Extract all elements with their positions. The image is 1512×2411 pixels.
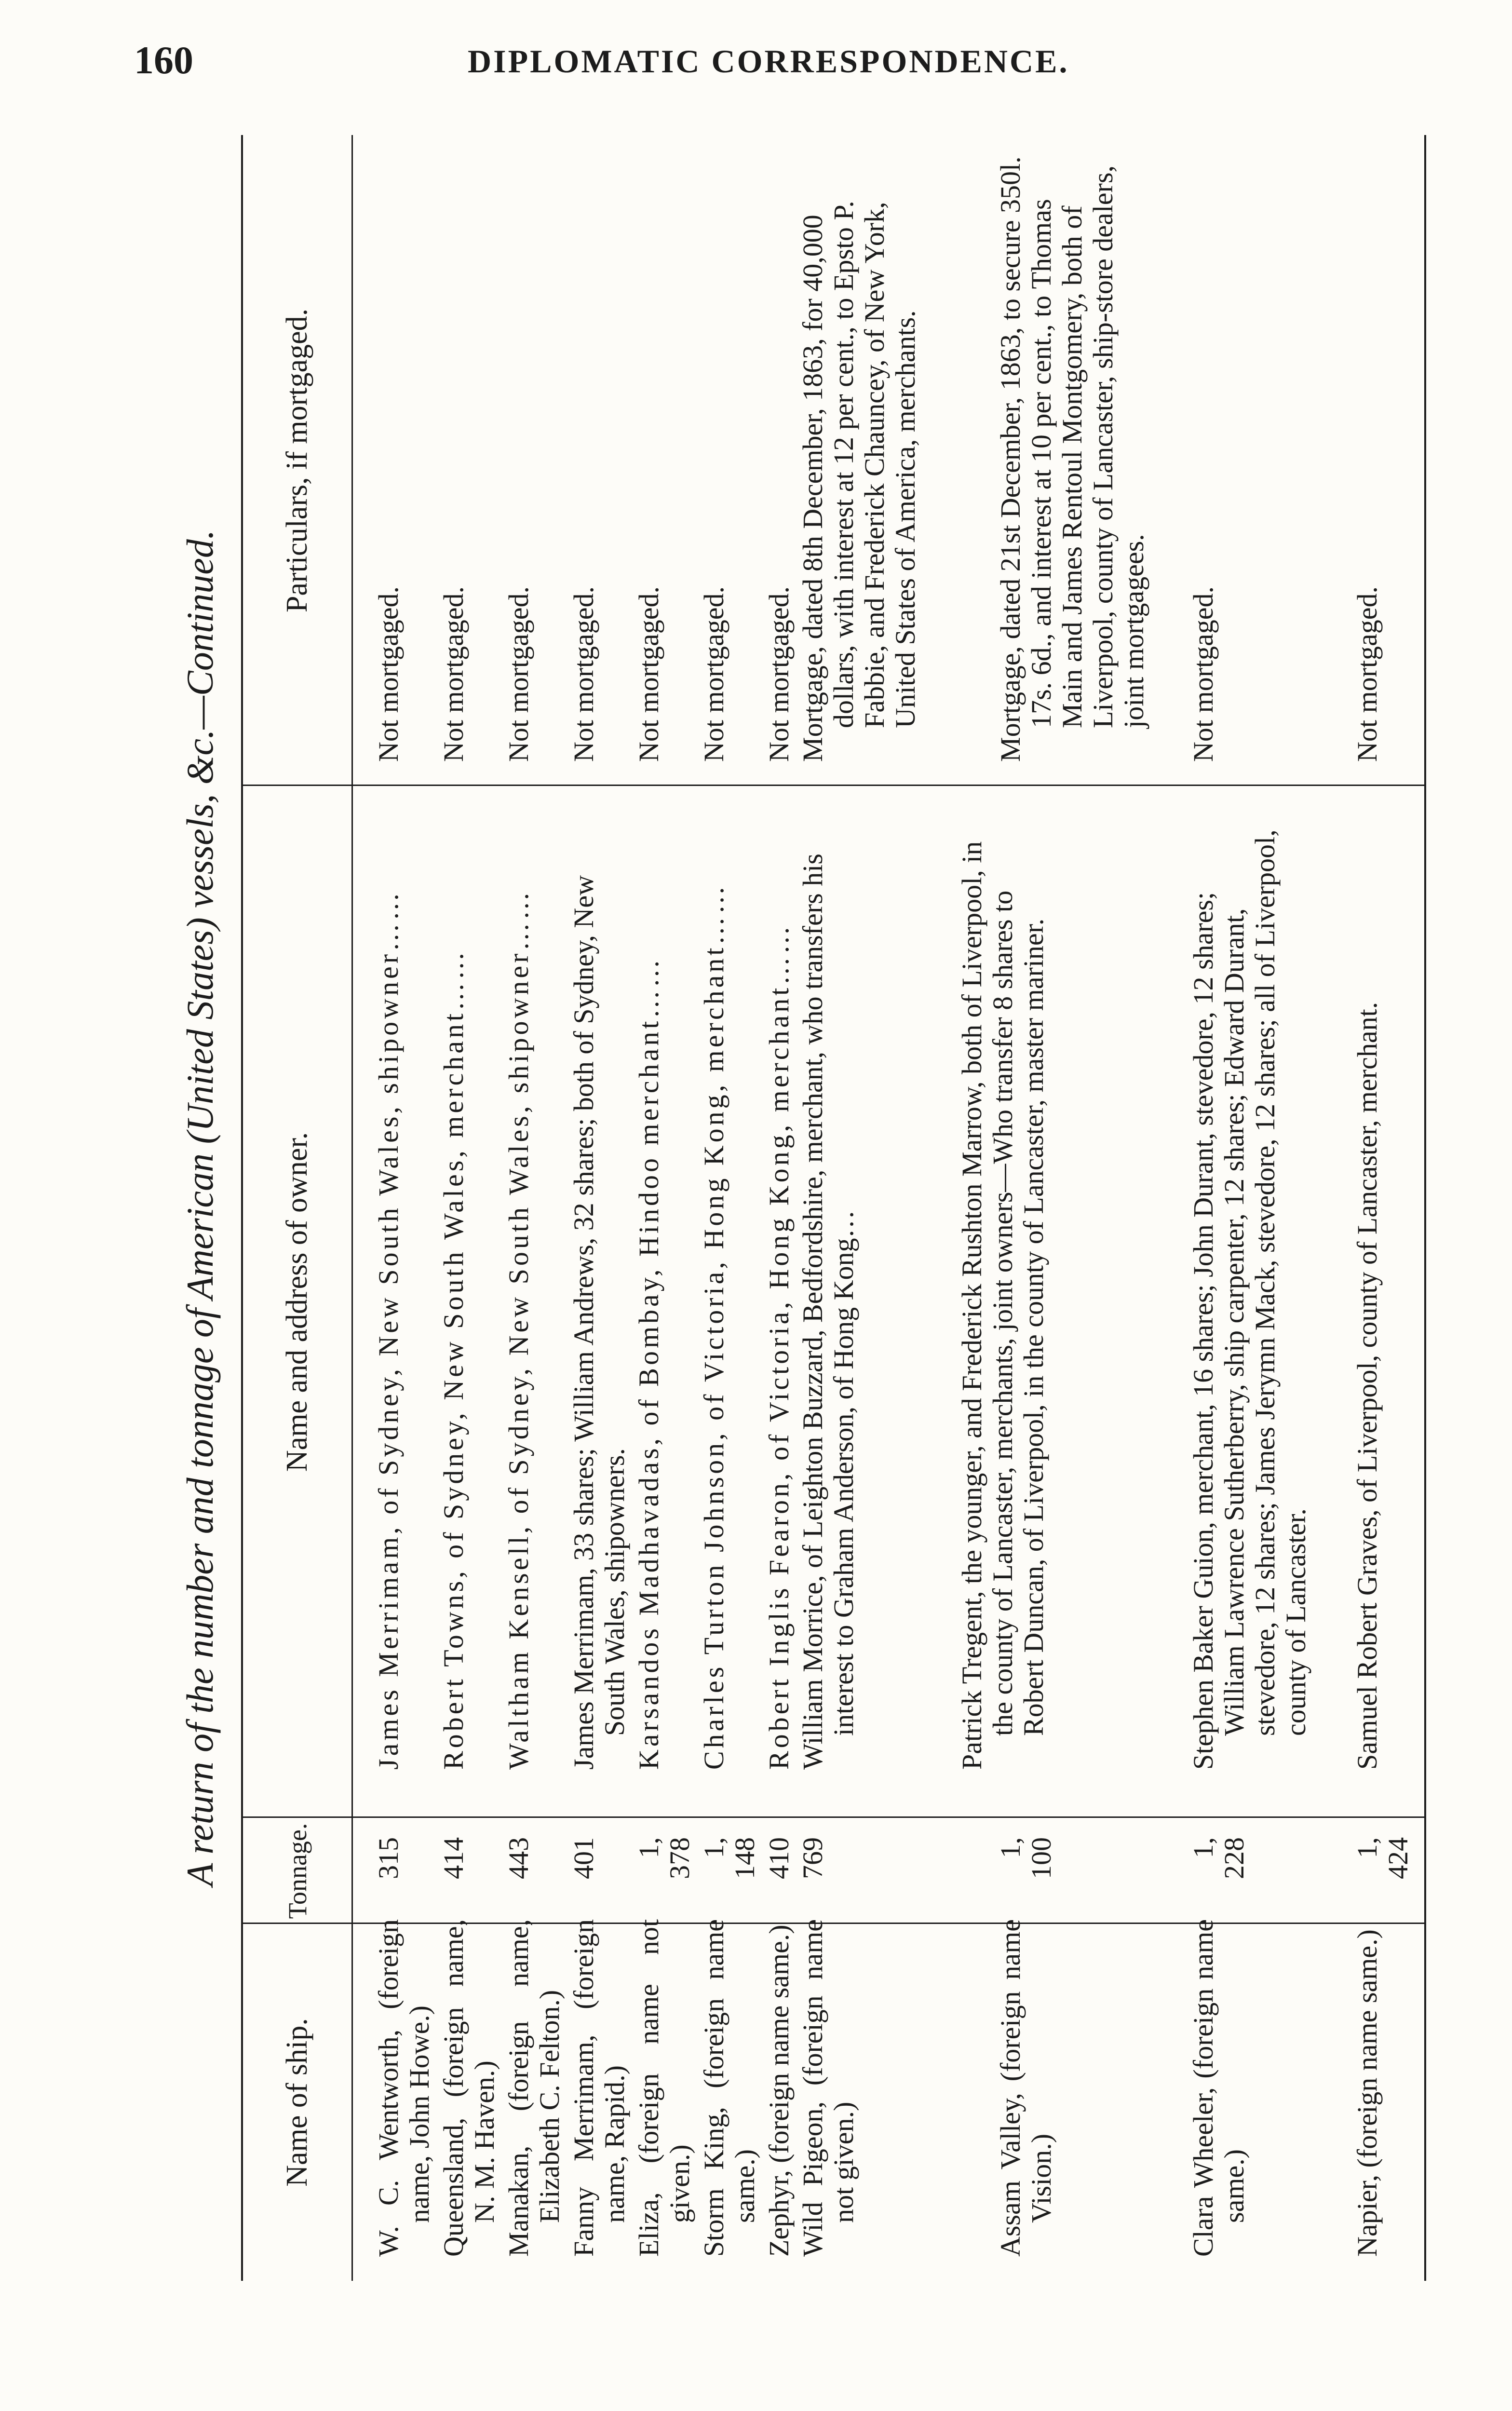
cell-owner: James Merrimam, of Sydney, New South Wales, shipowner…… — [373, 889, 404, 1770]
cell-tonnage: 1, 424 — [1351, 1837, 1414, 1879]
running-head: DIPLOMATIC CORRESPONDENCE. — [468, 43, 1069, 80]
cell-tonnage: 1, 148 — [698, 1837, 760, 1879]
cell-tonnage: 769 — [797, 1837, 828, 1879]
cell-particulars: Not mortgaged. — [1351, 586, 1383, 762]
cell-particulars: Not mortgaged. — [373, 586, 404, 762]
cell-particulars: Mortgage, dated 8th December, 1863, for 40,000 dollars, with interest at 12 per cent., to Epsto P. Fabbie, and Frederick Chauncey, of New York, United States of America, merchants. — [797, 201, 921, 762]
cell-ship-name: Wild Pigeon, (foreign name not given.) — [797, 1919, 859, 2257]
cell-tonnage: 315 — [373, 1837, 404, 1879]
cell-particulars: Not mortgaged. — [698, 586, 729, 762]
cell-ship-name: Clara Wheeler, (foreign name same.) — [1188, 1919, 1250, 2257]
cell-particulars: Not mortgaged. — [568, 586, 599, 762]
cell-particulars: Not mortgaged. — [763, 586, 795, 762]
cell-tonnage: 414 — [438, 1837, 469, 1879]
table-caption: A return of the number and tonnage of American (United States) vessels, &c.—Continued. — [179, 529, 221, 1886]
cell-owner: Samuel Robert Graves, of Liverpool, county of Lancaster, merchant. — [1351, 1002, 1383, 1770]
cell-owner: Karsandos Madhavadas, of Bombay, Hindoo merchant…… — [633, 956, 664, 1770]
cell-tonnage: 1, 100 — [995, 1837, 1057, 1879]
column-rule — [243, 1816, 1424, 1818]
cell-particulars: Not mortgaged. — [633, 586, 664, 762]
cell-owner: Patrick Tregent, the younger, and Frederick Rushton Marrow, both of Liverpool, in the county of Lancaster, merchants, joint owners—Who transfer 8 shares to Robert Duncan, of Liverpool, in the county of Lancaster, master mariner. — [956, 841, 1049, 1770]
page-number: 160 — [134, 38, 193, 82]
cell-particulars: Not mortgaged. — [438, 586, 469, 762]
cell-ship-name: Fanny Merrimam, (foreign name, Rapid.) — [568, 1919, 630, 2257]
vessel-table — [241, 135, 1426, 2281]
header-ship: Name of ship. — [281, 2018, 313, 2187]
cell-ship-name: Manakan, (foreign name, Elizabeth C. Felton.) — [503, 1919, 565, 2257]
cell-tonnage: 410 — [763, 1837, 795, 1879]
cell-tonnage: 1, 228 — [1188, 1837, 1250, 1879]
cell-tonnage: 1, 378 — [633, 1837, 695, 1879]
cell-particulars: Mortgage, dated 21st December, 1863, to secure 350l. 17s. 6d., and interest at 10 per cent., to Thomas Main and James Rentoul Montgomery, both of Liverpool, county of Lancaster, ship-store dealers, joint mortgagees. — [995, 156, 1149, 762]
header-rule — [351, 135, 353, 2281]
column-rule — [243, 785, 1424, 786]
cell-ship-name: Eliza, (foreign name not given.) — [633, 1919, 695, 2257]
cell-owner: Robert Inglis Fearon, of Victoria, Hong Kong, merchant…… — [763, 923, 795, 1770]
cell-particulars: Not mortgaged. — [1188, 586, 1219, 762]
cell-ship-name: Assam Valley, (foreign name Vision.) — [995, 1919, 1057, 2257]
cell-ship-name: Zephyr, (foreign name same.) — [763, 1924, 795, 2257]
cell-owner: Waltham Kensell, of Sydney, New South Wales, shipowner…… — [503, 889, 534, 1770]
rotated-table-block — [169, 135, 1471, 2281]
header-owner: Name and address of owner. — [281, 1132, 313, 1472]
cell-owner: Charles Turton Johnson, of Victoria, Hong Kong, merchant…… — [698, 883, 729, 1770]
cell-owner: Stephen Baker Guion, merchant, 16 shares; John Durant, stevedore, 12 shares; William Lawrence Sutherberry, ship carpenter, 12 shares; Edward Durant, stevedore, 12 shares; James Jerymn Mack, stevedore, 12 shares; all of Liverpool, county of Lancaster. — [1188, 829, 1311, 1770]
cell-ship-name: Napier, (foreign name same.) — [1351, 1929, 1383, 2257]
cell-owner: James Merrimam, 33 shares; William Andrews, 32 shares; both of Sydney, New South Wales, shipowners. — [568, 875, 630, 1770]
cell-ship-name: W. C. Wentworth, (foreign name, John Howe.) — [373, 1919, 435, 2257]
cell-ship-name: Queensland, (foreign name, N. M. Haven.) — [438, 1919, 500, 2257]
header-tonnage: Tonnage. — [283, 1823, 312, 1919]
cell-particulars: Not mortgaged. — [503, 586, 534, 762]
header-particulars: Particulars, if mortgaged. — [281, 308, 313, 613]
cell-tonnage: 443 — [503, 1837, 534, 1879]
cell-ship-name: Storm King, (foreign name same.) — [698, 1919, 760, 2257]
cell-tonnage: 401 — [568, 1837, 599, 1879]
cell-owner: William Morrice, of Leighton Buzzard, Bedfordshire, merchant, who transfers his interest to Graham Anderson, of Hong Kong… — [797, 853, 859, 1770]
cell-owner: Robert Towns, of Sydney, New South Wales, merchant…… — [438, 948, 469, 1770]
